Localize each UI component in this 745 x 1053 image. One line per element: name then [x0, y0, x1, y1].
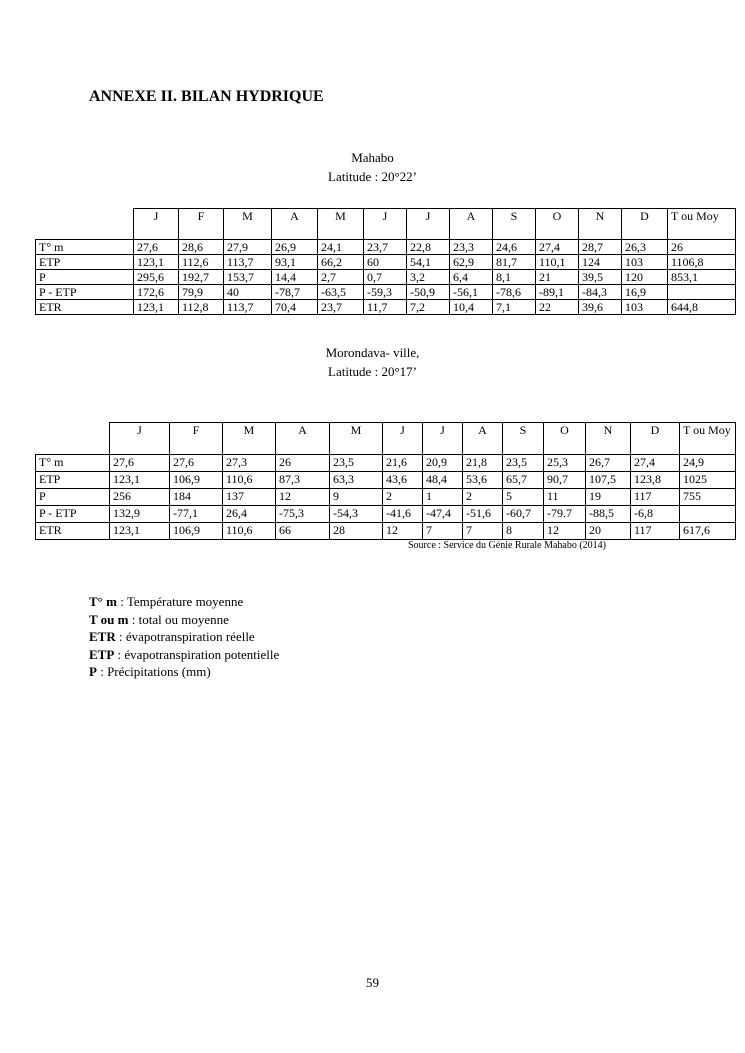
- legend-item: [89, 663, 279, 681]
- table-cell: 93,1: [272, 255, 318, 270]
- table-cell: -89,1: [536, 285, 579, 300]
- column-header: M: [330, 423, 383, 455]
- table-cell: 123,8: [631, 472, 680, 489]
- table-cell: 295,6: [134, 270, 179, 285]
- table-cell: -41,6: [383, 506, 423, 523]
- table-row: [36, 300, 736, 315]
- page-number: 59: [366, 975, 379, 990]
- table-cell: 21: [536, 270, 579, 285]
- table-cell: 853,1: [668, 270, 736, 285]
- row-label: P: [36, 489, 110, 506]
- table-cell: 23,7: [318, 300, 364, 315]
- table-cell: 123,1: [134, 255, 179, 270]
- row-label: T° m: [36, 240, 134, 255]
- row-label: P - ETP: [36, 506, 110, 523]
- table-cell: -50,9: [407, 285, 450, 300]
- table-cell: 10,4: [450, 300, 493, 315]
- table-cell: 123,1: [110, 523, 170, 540]
- table-cell: 26,3: [622, 240, 668, 255]
- table-cell: 184: [170, 489, 223, 506]
- table-cell: 644,8: [668, 300, 736, 315]
- table-cell: 26,9: [272, 240, 318, 255]
- table-cell: -56,1: [450, 285, 493, 300]
- table-cell: 23,5: [503, 455, 544, 472]
- table-cell: 192,7: [179, 270, 224, 285]
- header-blank-cell: [36, 423, 110, 455]
- column-header: M: [318, 209, 364, 240]
- table-cell: 27,4: [536, 240, 579, 255]
- column-header: F: [170, 423, 223, 455]
- table-cell: 9: [330, 489, 383, 506]
- table-cell: 124: [579, 255, 622, 270]
- table-row: [36, 523, 736, 540]
- table-cell: 21,8: [463, 455, 503, 472]
- table-cell: 24,6: [493, 240, 536, 255]
- table-cell: 1106,8: [668, 255, 736, 270]
- page-title: ANNEXE II. BILAN HYDRIQUE: [89, 88, 324, 105]
- column-header: A: [463, 423, 503, 455]
- legend-item: [89, 611, 279, 629]
- abbreviation-legend: [89, 593, 279, 681]
- table-cell: 39,5: [579, 270, 622, 285]
- row-label: ETP: [36, 255, 134, 270]
- legend-item: [89, 646, 279, 664]
- table-cell: -6,8: [631, 506, 680, 523]
- table-cell: -60,7: [503, 506, 544, 523]
- table-header-row: [36, 209, 736, 240]
- table-cell: 132,9: [110, 506, 170, 523]
- table-cell: 0,7: [364, 270, 407, 285]
- table-cell: 106,9: [170, 523, 223, 540]
- table-cell: 7,2: [407, 300, 450, 315]
- table-cell: 1025: [680, 472, 736, 489]
- table-cell: 81,7: [493, 255, 536, 270]
- table-cell: 137: [223, 489, 276, 506]
- table-cell: 19: [586, 489, 631, 506]
- header-blank-cell: [36, 209, 134, 240]
- table-cell: 11,7: [364, 300, 407, 315]
- table-cell: 7: [463, 523, 503, 540]
- table-cell: 26,4: [223, 506, 276, 523]
- legend-item: [89, 628, 279, 646]
- table-cell: 12: [276, 489, 330, 506]
- table-cell: 16,9: [622, 285, 668, 300]
- table-cell: 20,9: [423, 455, 463, 472]
- table-cell: 66: [276, 523, 330, 540]
- row-label: P - ETP: [36, 285, 134, 300]
- table-cell: -47,4: [423, 506, 463, 523]
- station-name: Morondava- ville,: [325, 345, 420, 360]
- table-cell: 65,7: [503, 472, 544, 489]
- table-cell: -63,5: [318, 285, 364, 300]
- column-header: A: [276, 423, 330, 455]
- legend-definition: : total ou moyenne: [128, 611, 229, 627]
- table-cell: 123,1: [110, 472, 170, 489]
- row-label: ETR: [36, 300, 134, 315]
- table-cell: 28,7: [579, 240, 622, 255]
- row-label: T° m: [36, 455, 110, 472]
- table-cell: 617,6: [680, 523, 736, 540]
- legend-term: P: [89, 664, 97, 679]
- row-label: P: [36, 270, 134, 285]
- column-header: J: [110, 423, 170, 455]
- table-cell: 53,6: [463, 472, 503, 489]
- table-cell: 63,3: [330, 472, 383, 489]
- table-cell: 8,1: [493, 270, 536, 285]
- table-cell: 103: [622, 255, 668, 270]
- table-cell: 23,7: [364, 240, 407, 255]
- column-header: A: [272, 209, 318, 240]
- table-cell: 3,2: [407, 270, 450, 285]
- column-header: J: [383, 423, 423, 455]
- water-balance-table-morondava: [35, 422, 736, 540]
- table-cell: 113,7: [224, 300, 272, 315]
- data-source-note: Source : Service du Génie Rurale Mahabo (2014): [408, 540, 606, 551]
- table-cell: 26: [668, 240, 736, 255]
- table-cell: 87,3: [276, 472, 330, 489]
- table-cell: 79,9: [179, 285, 224, 300]
- column-header: N: [579, 209, 622, 240]
- legend-item: [89, 593, 279, 611]
- table-cell: 153,7: [224, 270, 272, 285]
- table-cell: 23,3: [450, 240, 493, 255]
- row-label: ETP: [36, 472, 110, 489]
- table-cell: 172,6: [134, 285, 179, 300]
- table-cell: 27,6: [170, 455, 223, 472]
- table-row: [36, 455, 736, 472]
- column-header: M: [223, 423, 276, 455]
- table-cell: 62,9: [450, 255, 493, 270]
- table-cell: 6,4: [450, 270, 493, 285]
- table-cell: 48,4: [423, 472, 463, 489]
- legend-term: T° m: [89, 594, 117, 609]
- row-label: ETR: [36, 523, 110, 540]
- column-header: D: [631, 423, 680, 455]
- table-cell: -78,7: [272, 285, 318, 300]
- legend-definition: : Température moyenne: [116, 594, 244, 609]
- table-cell: 112,8: [179, 300, 224, 315]
- table-cell: 20: [586, 523, 631, 540]
- table-cell: -54,3: [330, 506, 383, 523]
- station-latitude: Latitude : 20°17’: [328, 364, 417, 379]
- column-header: J: [364, 209, 407, 240]
- table-cell: 22,8: [407, 240, 450, 255]
- table-cell: 2: [383, 489, 423, 506]
- table-row: [36, 240, 736, 255]
- table-cell: 26: [276, 455, 330, 472]
- table-cell: 27,3: [223, 455, 276, 472]
- table-cell: 27,6: [110, 455, 170, 472]
- table-row: [36, 489, 736, 506]
- table-cell: 24,9: [680, 455, 736, 472]
- table-row: [36, 472, 736, 489]
- table-cell: 7,1: [493, 300, 536, 315]
- station-name: Mahabo: [351, 150, 394, 165]
- table-cell: 2,7: [318, 270, 364, 285]
- table-cell: 103: [622, 300, 668, 315]
- table-cell: 43,6: [383, 472, 423, 489]
- legend-term: T ou m: [89, 611, 129, 627]
- column-header: D: [622, 209, 668, 240]
- legend-definition: : Précipitations (mm): [96, 664, 211, 679]
- column-header: T ou Moy: [680, 423, 736, 455]
- table-cell: 22: [536, 300, 579, 315]
- table-cell: -88,5: [586, 506, 631, 523]
- column-header: S: [503, 423, 544, 455]
- table-header-row: [36, 423, 736, 455]
- table-cell: 70,4: [272, 300, 318, 315]
- table-cell: -78,6: [493, 285, 536, 300]
- table-cell: 11: [544, 489, 586, 506]
- legend-definition: : évapotranspiration réelle: [115, 629, 255, 644]
- table-cell: 256: [110, 489, 170, 506]
- column-header: J: [134, 209, 179, 240]
- table-cell: 117: [631, 523, 680, 540]
- table-cell: 12: [383, 523, 423, 540]
- column-header: T ou Moy: [668, 209, 736, 240]
- table-cell: -79.7: [544, 506, 586, 523]
- column-header: J: [423, 423, 463, 455]
- table-cell: 113,7: [224, 255, 272, 270]
- table-row: [36, 255, 736, 270]
- column-header: O: [536, 209, 579, 240]
- table-cell: 117: [631, 489, 680, 506]
- station-heading-mahabo: [0, 148, 745, 186]
- table-cell: 27,6: [134, 240, 179, 255]
- table-cell: -59,3: [364, 285, 407, 300]
- column-header: A: [450, 209, 493, 240]
- table-cell: 39,6: [579, 300, 622, 315]
- table-cell: 28: [330, 523, 383, 540]
- table-cell: 14,4: [272, 270, 318, 285]
- station-latitude: Latitude : 20°22’: [328, 169, 417, 184]
- table-cell: 106,9: [170, 472, 223, 489]
- table-cell: 24,1: [318, 240, 364, 255]
- water-balance-table-mahabo: [35, 208, 736, 315]
- table-cell: 2: [463, 489, 503, 506]
- station-heading-morondava: [0, 343, 745, 381]
- table-cell: -51,6: [463, 506, 503, 523]
- legend-term: ETR: [89, 629, 116, 644]
- table-row: [36, 285, 736, 300]
- column-header: S: [493, 209, 536, 240]
- table-cell: -77,1: [170, 506, 223, 523]
- table-cell: 27,4: [631, 455, 680, 472]
- table-cell: 90,7: [544, 472, 586, 489]
- table-cell: 54,1: [407, 255, 450, 270]
- table-cell: 120: [622, 270, 668, 285]
- table-cell: [668, 285, 736, 300]
- table-row: [36, 506, 736, 523]
- table-cell: 110,6: [223, 472, 276, 489]
- table-cell: 123,1: [134, 300, 179, 315]
- table-cell: 12: [544, 523, 586, 540]
- table-cell: 7: [423, 523, 463, 540]
- table-cell: -75,3: [276, 506, 330, 523]
- table-cell: 110,1: [536, 255, 579, 270]
- column-header: J: [407, 209, 450, 240]
- table-cell: 25,3: [544, 455, 586, 472]
- table-cell: 112,6: [179, 255, 224, 270]
- table-cell: 27,9: [224, 240, 272, 255]
- column-header: M: [224, 209, 272, 240]
- column-header: O: [544, 423, 586, 455]
- table-cell: 60: [364, 255, 407, 270]
- table-cell: 26,7: [586, 455, 631, 472]
- table-row: [36, 270, 736, 285]
- table-cell: [680, 506, 736, 523]
- column-header: F: [179, 209, 224, 240]
- table-cell: 755: [680, 489, 736, 506]
- table-cell: 5: [503, 489, 544, 506]
- table-cell: 23,5: [330, 455, 383, 472]
- legend-term: ETP: [89, 646, 115, 662]
- table-cell: 28,6: [179, 240, 224, 255]
- table-cell: 1: [423, 489, 463, 506]
- table-cell: 21,6: [383, 455, 423, 472]
- table-cell: 110,6: [223, 523, 276, 540]
- legend-definition: : évapotranspiration potentielle: [114, 646, 280, 662]
- column-header: N: [586, 423, 631, 455]
- table-cell: -84,3: [579, 285, 622, 300]
- table-cell: 107,5: [586, 472, 631, 489]
- table-cell: 40: [224, 285, 272, 300]
- table-cell: 66,2: [318, 255, 364, 270]
- table-cell: 8: [503, 523, 544, 540]
